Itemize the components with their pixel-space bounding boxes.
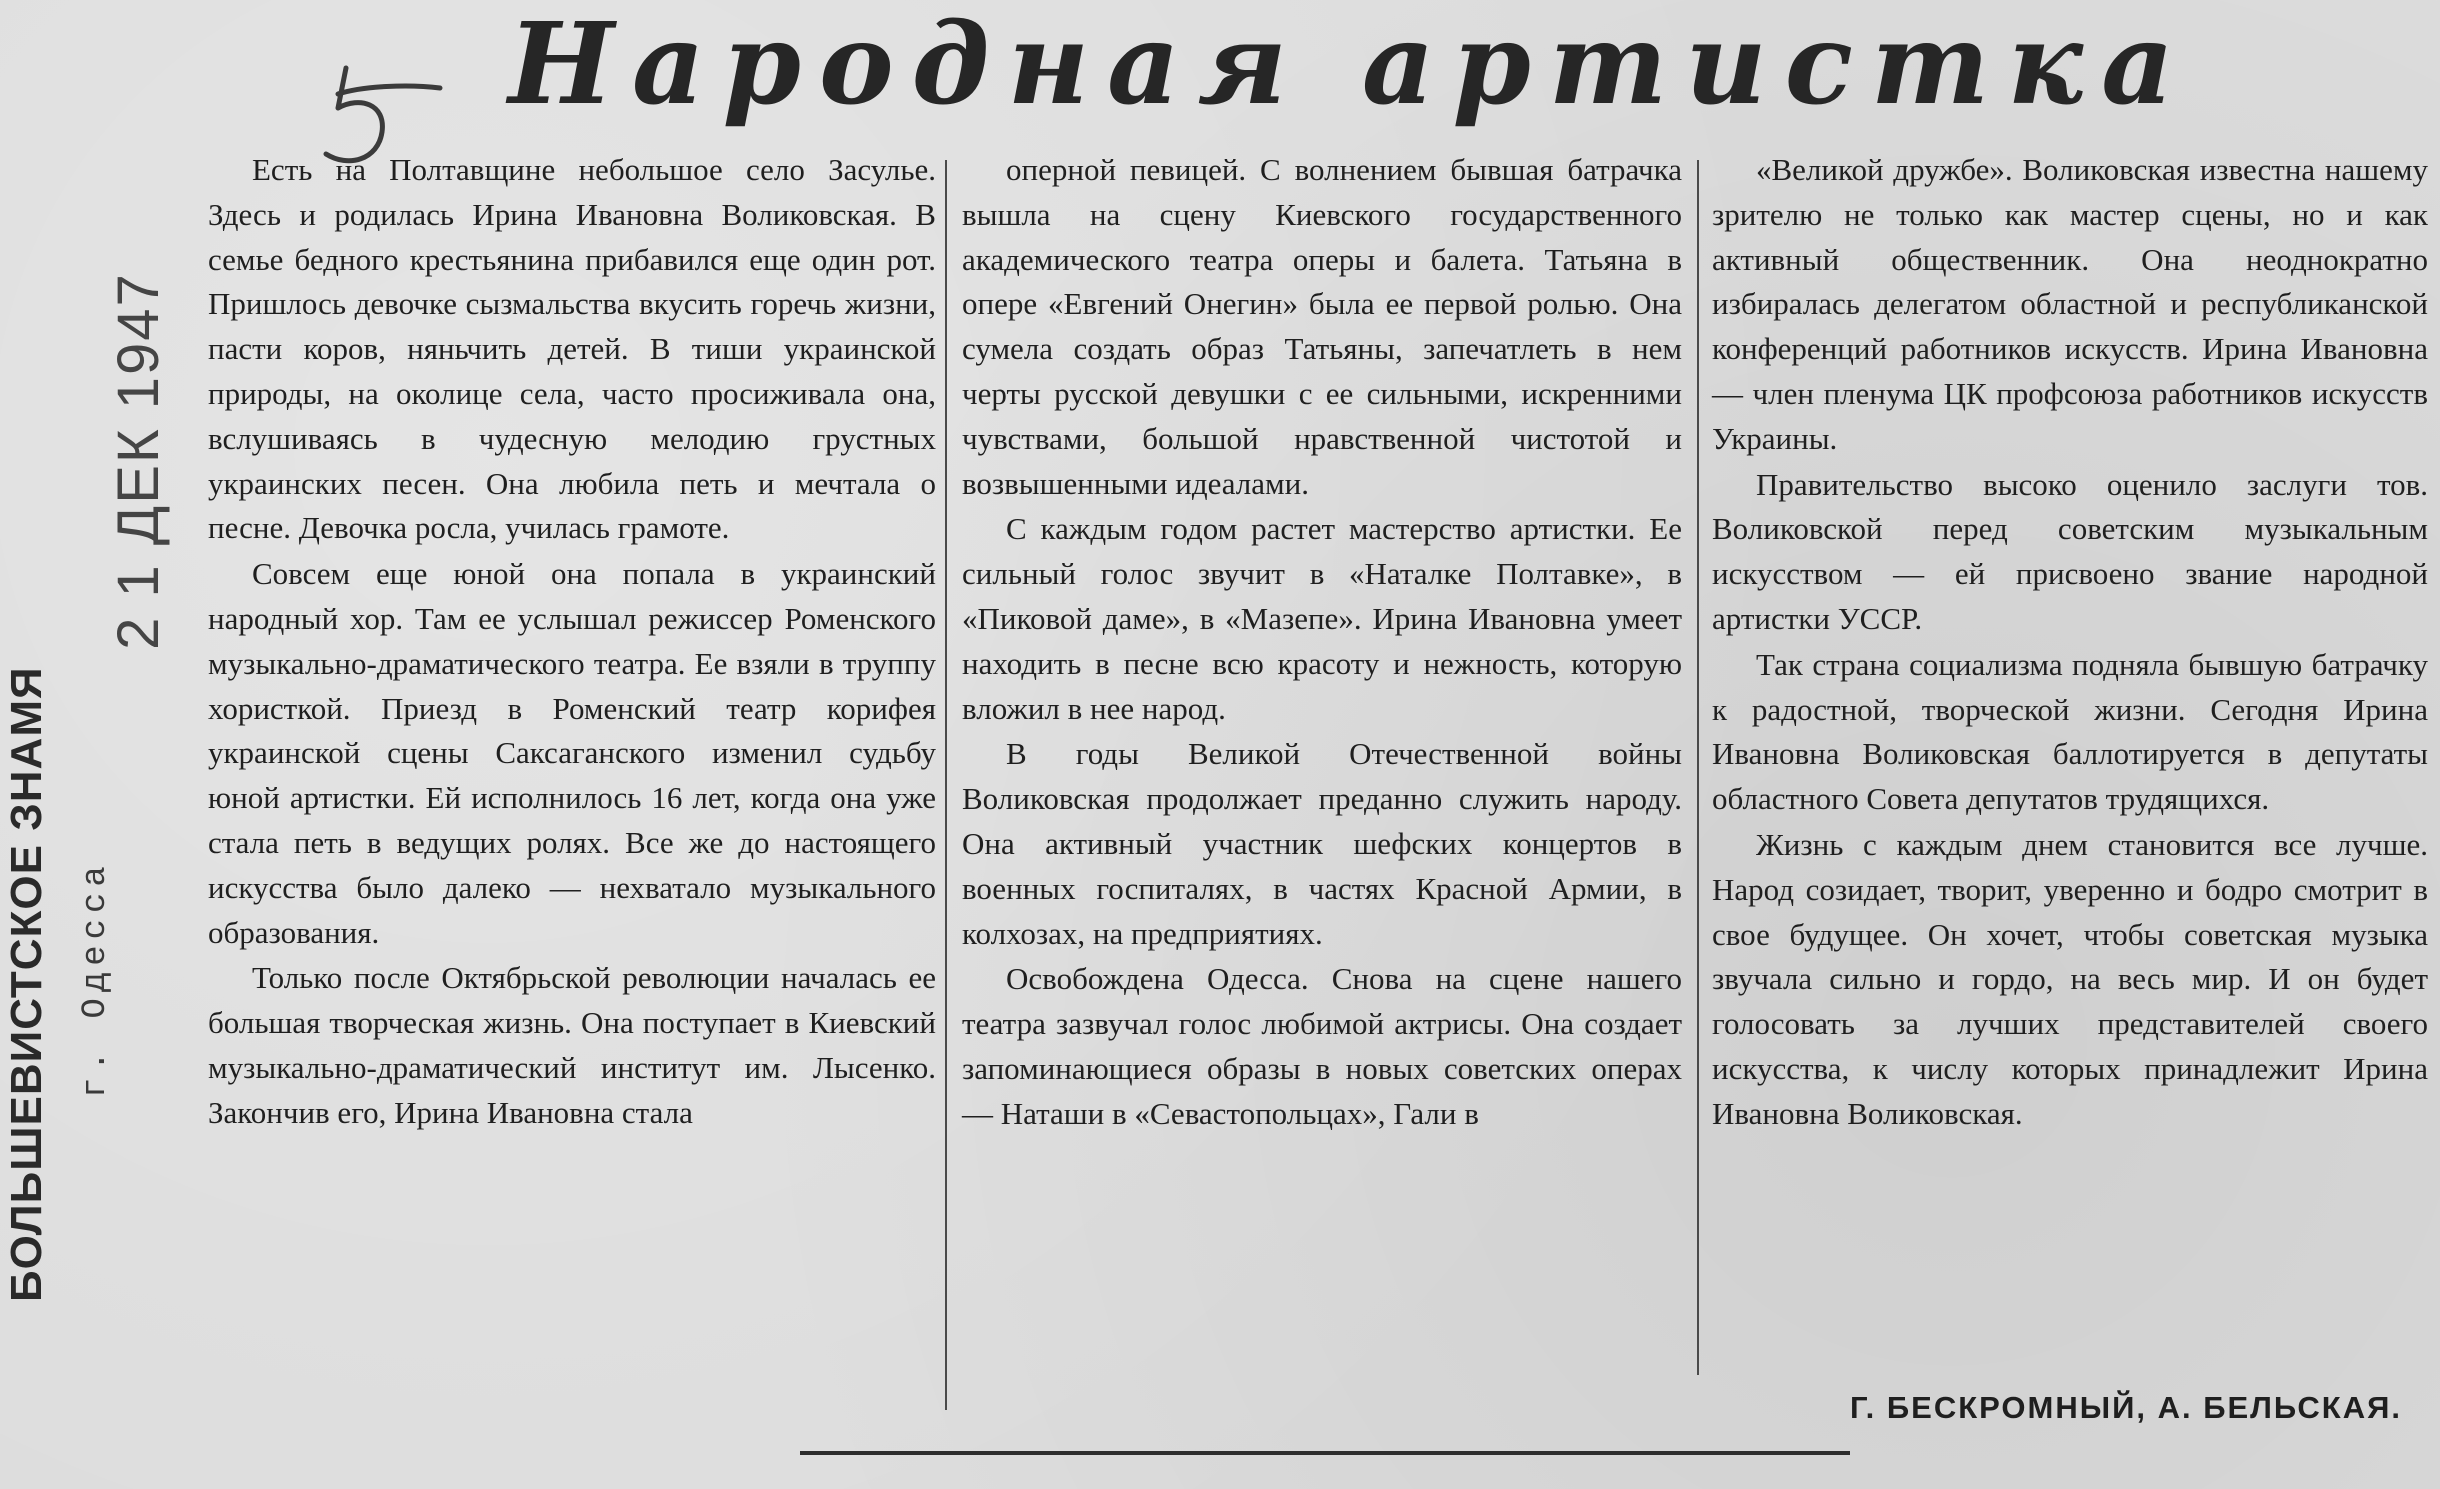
paragraph: Так страна социализма подняла бывшую батрачку к радостной, творческой жизни. Сегодня Ирина Ивановна Воликовская баллотируется в депутаты областного Совета депутатов трудящихся. (1712, 646, 2428, 817)
column-divider (1697, 160, 1699, 1375)
article-column-3 (1712, 148, 2428, 1138)
paragraph: Жизнь с каждым днем становится все лучше. Народ созидает, творит, уверенно и бодро смотрит в свое будущее. Он хочет, чтобы советская музыка звучала сильно и гордо, на весь мир. И он будет голосовать за лучших представителей своего искусства, к числу которых принадлежит Ирина Ивановна Воликовская. (1712, 826, 2428, 1131)
paragraph: Правительство высоко оценило заслуги тов. Воликовской перед советским музыкальным искусством — ей присвоено звание народной артистки УССР. (1712, 466, 2428, 636)
article-byline: Г. БЕСКРОМНЫЙ, А. БЕЛЬСКАЯ. (1849, 1390, 2402, 1425)
bottom-rule (800, 1451, 1850, 1455)
article-column-2 (962, 148, 1682, 1138)
paragraph: Только после Октябрьской революции началась ее большая творческая жизнь. Она поступает в Киевский музыкально-драматический институт им. Лысенко. Закончив его, Ирина Ивановна стала (208, 960, 936, 1130)
newspaper-name: БОЛЬШЕВИСТСКОЕ ЗНАМЯ (2, 666, 51, 1302)
column-divider (945, 160, 947, 1410)
newspaper-city: г. Одесса (77, 860, 115, 1098)
paragraph: Есть на Полтавщине небольшое село Засулье. Здесь и родилась Ирина Ивановна Воликовская. В семье бедного крестьянина прибавился еще один рот. Пришлось девочке сызмальства вкусить горечь жизни, пасти коров, няньчить детей. В тиши украинской природы, на околице села, часто просиживала она, вслушиваясь в чудесную мелодию грустных украинских песен. Она любила петь и мечтала о песне. Девочка росла, училась грамоте. (208, 152, 936, 546)
date-stamp: 2 1 ДЕК 1947 (106, 272, 171, 650)
paragraph: Совсем еще юной она попала в украинский народный хор. Там ее услышал режиссер Роменского музыкально-драматического театра. Ее взяли в труппу хористкой. Приезд в Роменский театр корифея украинской сцены Саксаганского изменил судьбу юной артистки. Ей исполнилось 16 лет, когда она уже стала петь в ведущих ролях. Все же до настоящего искусства было далеко — нехватало музыкального образования. (208, 556, 936, 950)
paragraph: С каждым годом растет мастерство артистки. Ее сильный голос звучит в «Наталке Полтавке», в «Пиковой даме», в «Мазепе». Ирина Ивановна умеет находить в песне всю красоту и нежность, которую вложил в нее народ. (962, 511, 1682, 726)
paragraph: Освобождена Одесса. Снова на сцене нашего театра зазвучал голос любимой актрисы. Она создает запоминающиеся образы в новых советских операх — Наташи в «Севастопольцах», Гали в (962, 961, 1682, 1131)
article-title: Народная артистка (508, 0, 2192, 130)
paragraph: оперной певицей. С волнением бывшая батрачка вышла на сцену Киевского государственного академического театра оперы и балета. Татьяна в опере «Евгений Онегин» была ее первой ролью. Она сумела создать образ Татьяны, запечатлеть в нем черты русской девушки с ее сильными, искренними чувствами, большой нравственной чистотой и возвышенными идеалами. (962, 152, 1682, 501)
paragraph: «Великой дружбе». Воликовская известна нашему зрителю не только как мастер сцены, но и как активный общественник. Она неоднократно избиралась делегатом областной и республиканской конференций работников искусств. Ирина Ивановна — член пленума ЦК профсоюза работников искусств Украины. (1712, 152, 2428, 456)
paragraph: В годы Великой Отечественной войны Воликовская продолжает преданно служить народу. Она активный участник шефских концертов в военных госпиталях, в частях Красной Армии, в колхозах, на предприятиях. (962, 736, 1682, 951)
article-column-1 (208, 148, 936, 1137)
